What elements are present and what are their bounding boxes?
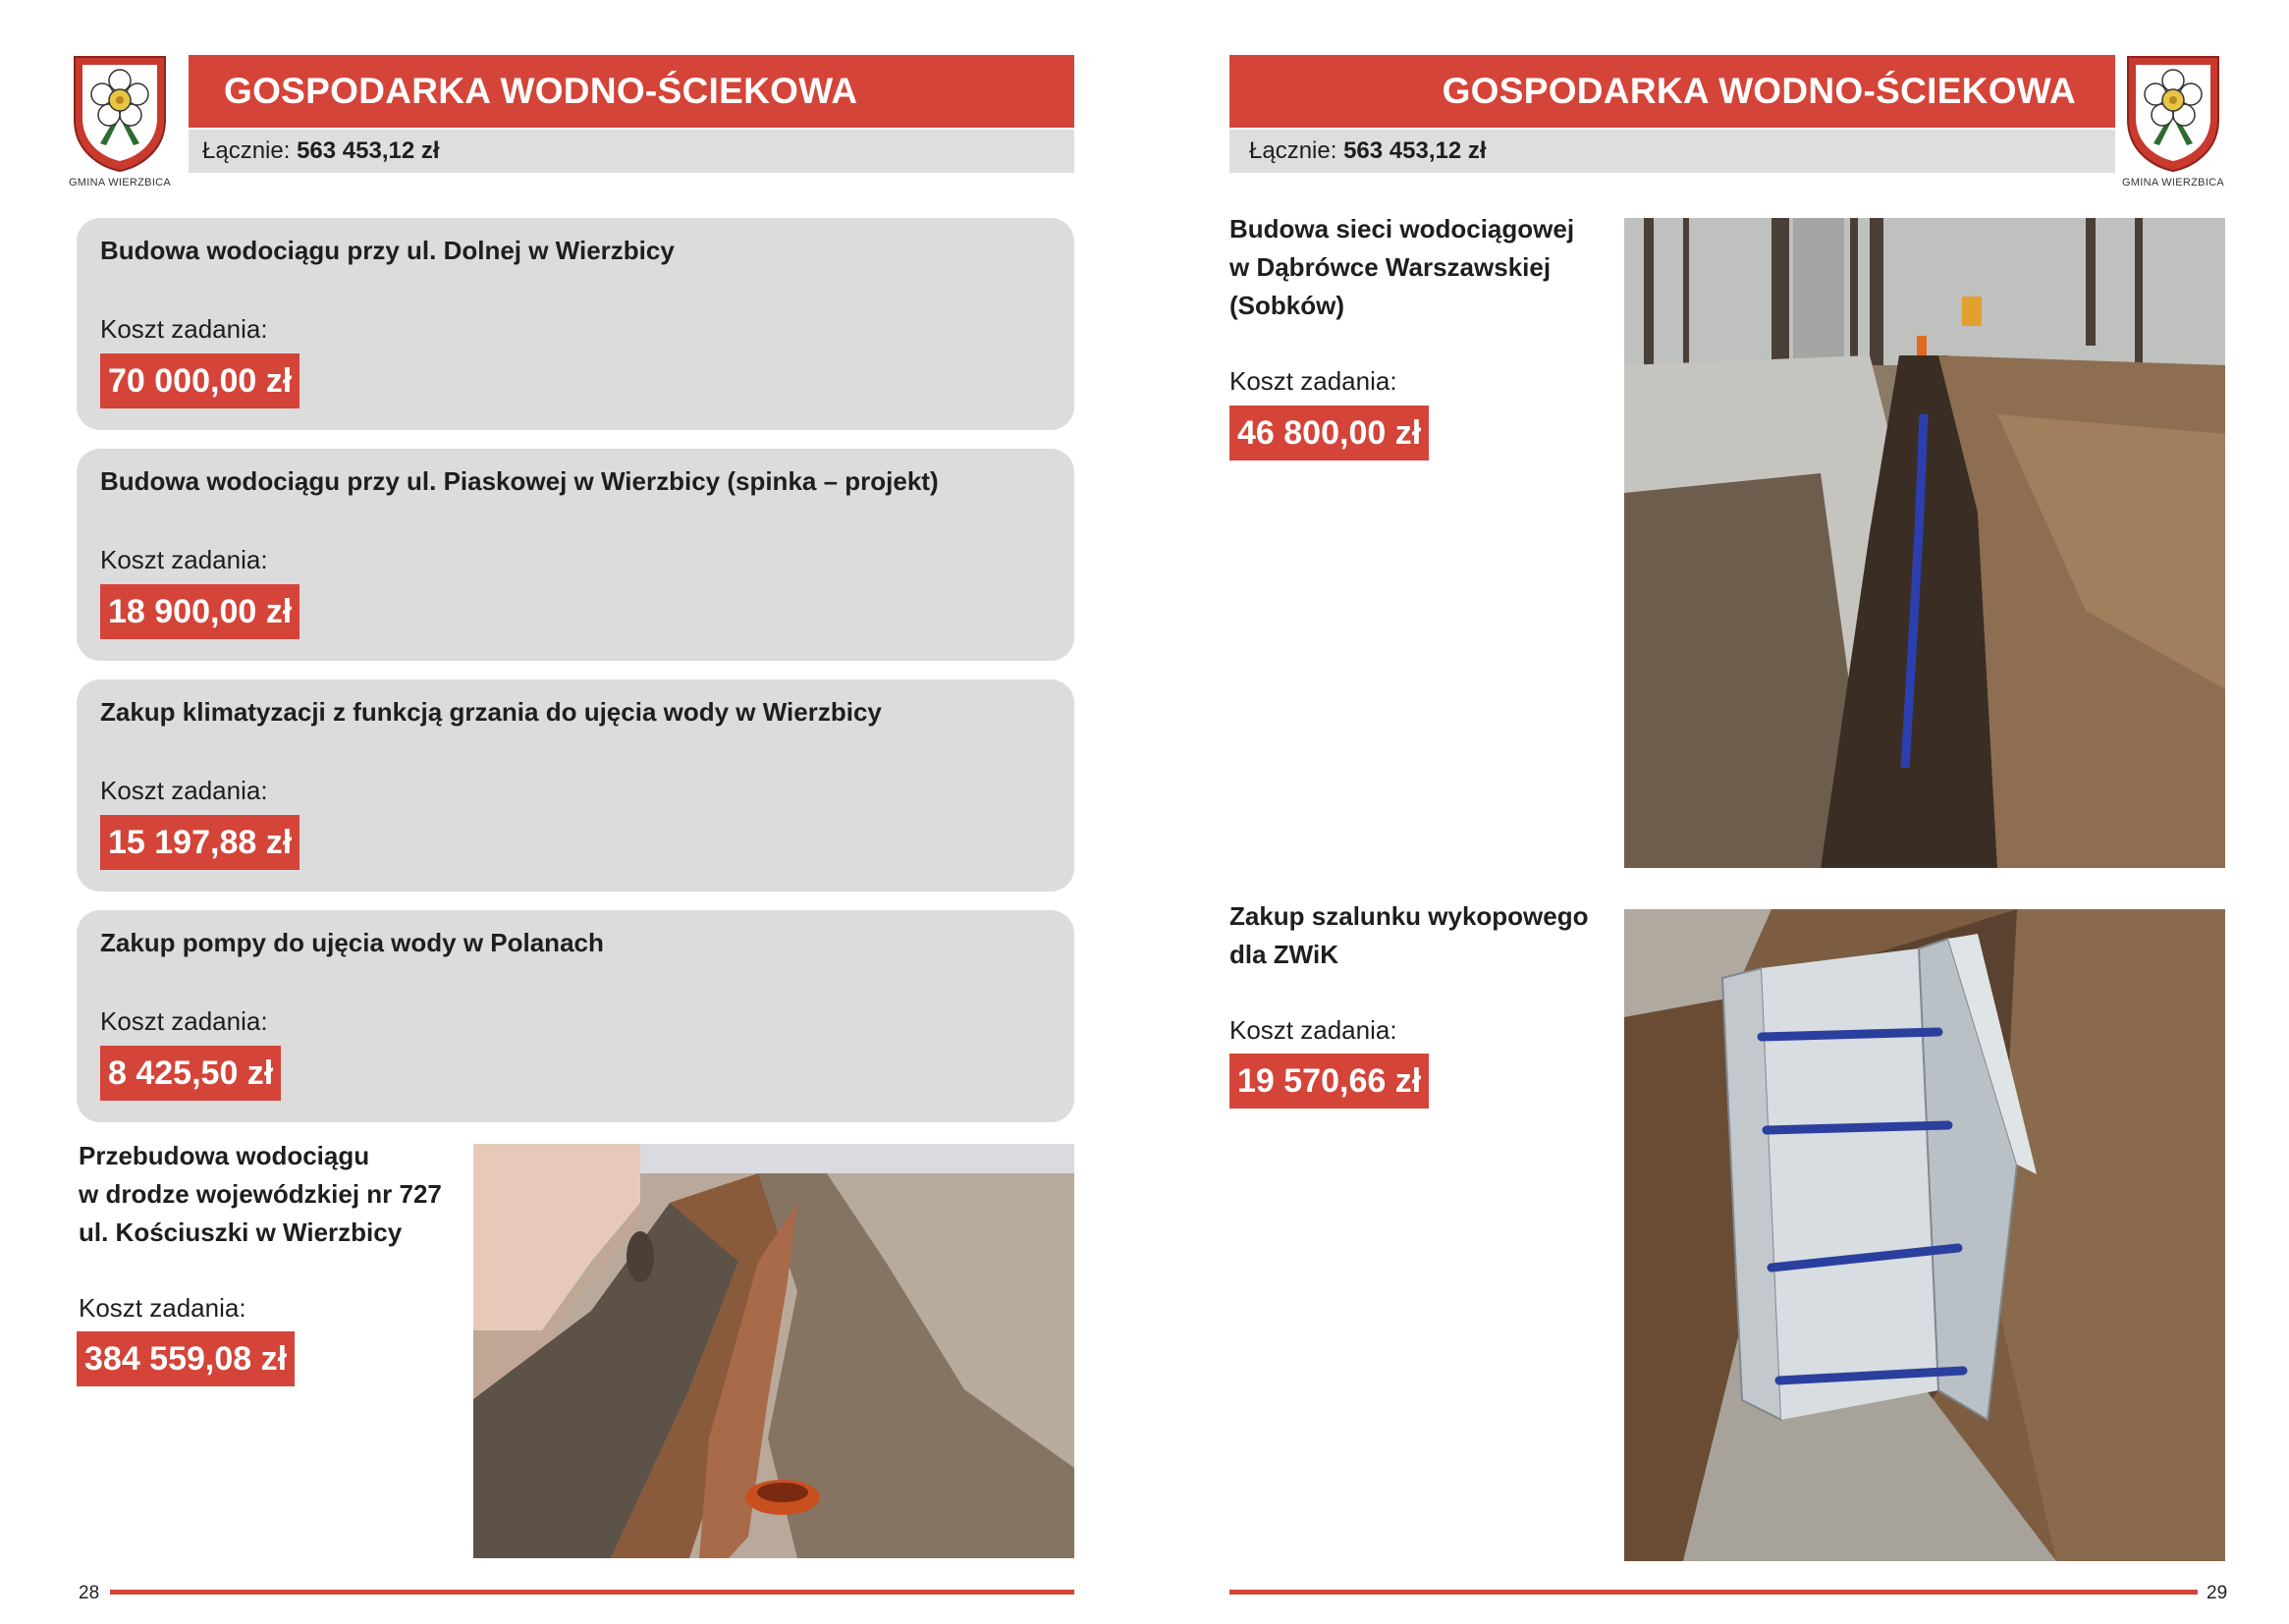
title-line: ul. Kościuszki w Wierzbicy <box>79 1218 403 1247</box>
task-title: Budowa wodociągu przy ul. Dolnej w Wierzbicy <box>100 236 675 265</box>
cost-label: Koszt zadania: <box>79 1293 246 1323</box>
task-card <box>77 449 1074 661</box>
left-page <box>0 0 1144 1624</box>
title-line: Budowa sieci wodociągowej <box>1229 214 1575 244</box>
coat-of-arms <box>67 53 173 189</box>
page-number: 28 <box>79 1583 100 1603</box>
page-number: 29 <box>2207 1583 2228 1603</box>
footer-rule <box>110 1590 1074 1595</box>
cost-badge: 18 900,00 zł <box>100 584 300 639</box>
section-title: GOSPODARKA WODNO-ŚCIEKOWA <box>1442 71 2076 111</box>
total-bar <box>1229 130 2115 173</box>
cost-label: Koszt zadania: <box>1229 1015 1397 1045</box>
task-title: Zakup klimatyzacji z funkcją grzania do ujęcia wody w Wierzbicy <box>100 697 882 727</box>
cost-badge: 70 000,00 zł <box>100 353 300 408</box>
cost-badge: 384 559,08 zł <box>77 1331 295 1386</box>
title-line: Zakup szalunku wykopowego <box>1229 901 1589 931</box>
section-title-bar <box>189 55 1074 128</box>
trench-street-photo <box>473 1144 1074 1558</box>
cost-label: Koszt zadania: <box>100 1006 268 1036</box>
title-line: dla ZWiK <box>1229 940 1338 969</box>
section-title-bar <box>1229 55 2115 128</box>
total-value: 563 453,12 zł <box>297 137 440 164</box>
cost-label: Koszt zadania: <box>1229 366 1397 396</box>
photo-task-title <box>1229 897 1589 974</box>
task-title: Budowa wodociągu przy ul. Piaskowej w Wierzbicy (spinka – projekt) <box>100 466 939 496</box>
total-label: Łącznie: <box>1249 137 1337 164</box>
trench-street-image <box>473 1144 1074 1558</box>
coat-of-arms-icon <box>71 53 169 173</box>
title-line: Przebudowa wodociągu <box>79 1141 370 1170</box>
task-title: Zakup pompy do ujęcia wody w Polanach <box>100 928 604 957</box>
cost-label: Koszt zadania: <box>100 545 268 574</box>
total-bar <box>189 130 1074 173</box>
coat-of-arms-icon <box>2124 53 2222 173</box>
cost-label: Koszt zadania: <box>100 776 268 805</box>
section-title: GOSPODARKA WODNO-ŚCIEKOWA <box>224 71 858 111</box>
task-card <box>77 910 1074 1122</box>
crest-caption: GMINA WIERZBICA <box>2121 177 2225 189</box>
forest-trench-image <box>1624 218 2225 868</box>
task-card <box>77 679 1074 892</box>
cost-badge: 15 197,88 zł <box>100 815 300 870</box>
task-card <box>77 218 1074 430</box>
crest-caption: GMINA WIERZBICA <box>68 177 172 189</box>
photo-task-title <box>79 1137 442 1252</box>
footer-rule <box>1229 1590 2198 1595</box>
cost-badge: 8 425,50 zł <box>100 1046 281 1101</box>
coat-of-arms <box>2120 53 2226 189</box>
title-line: w Dąbrówce Warszawskiej <box>1229 252 1552 282</box>
cost-badge: 46 800,00 zł <box>1229 406 1429 460</box>
total-label: Łącznie: <box>202 137 291 164</box>
cost-badge: 19 570,66 zł <box>1229 1054 1429 1109</box>
total-value: 563 453,12 zł <box>1343 137 1487 164</box>
title-line: (Sobków) <box>1229 291 1344 320</box>
right-page <box>1145 0 2289 1624</box>
forest-trench-photo <box>1624 218 2225 868</box>
photo-task-title <box>1229 210 1574 325</box>
cost-label: Koszt zadania: <box>100 314 268 344</box>
title-line: w drodze wojewódzkiej nr 727 <box>79 1179 442 1209</box>
shoring-box-photo <box>1624 909 2225 1561</box>
shoring-box-image <box>1624 909 2225 1561</box>
